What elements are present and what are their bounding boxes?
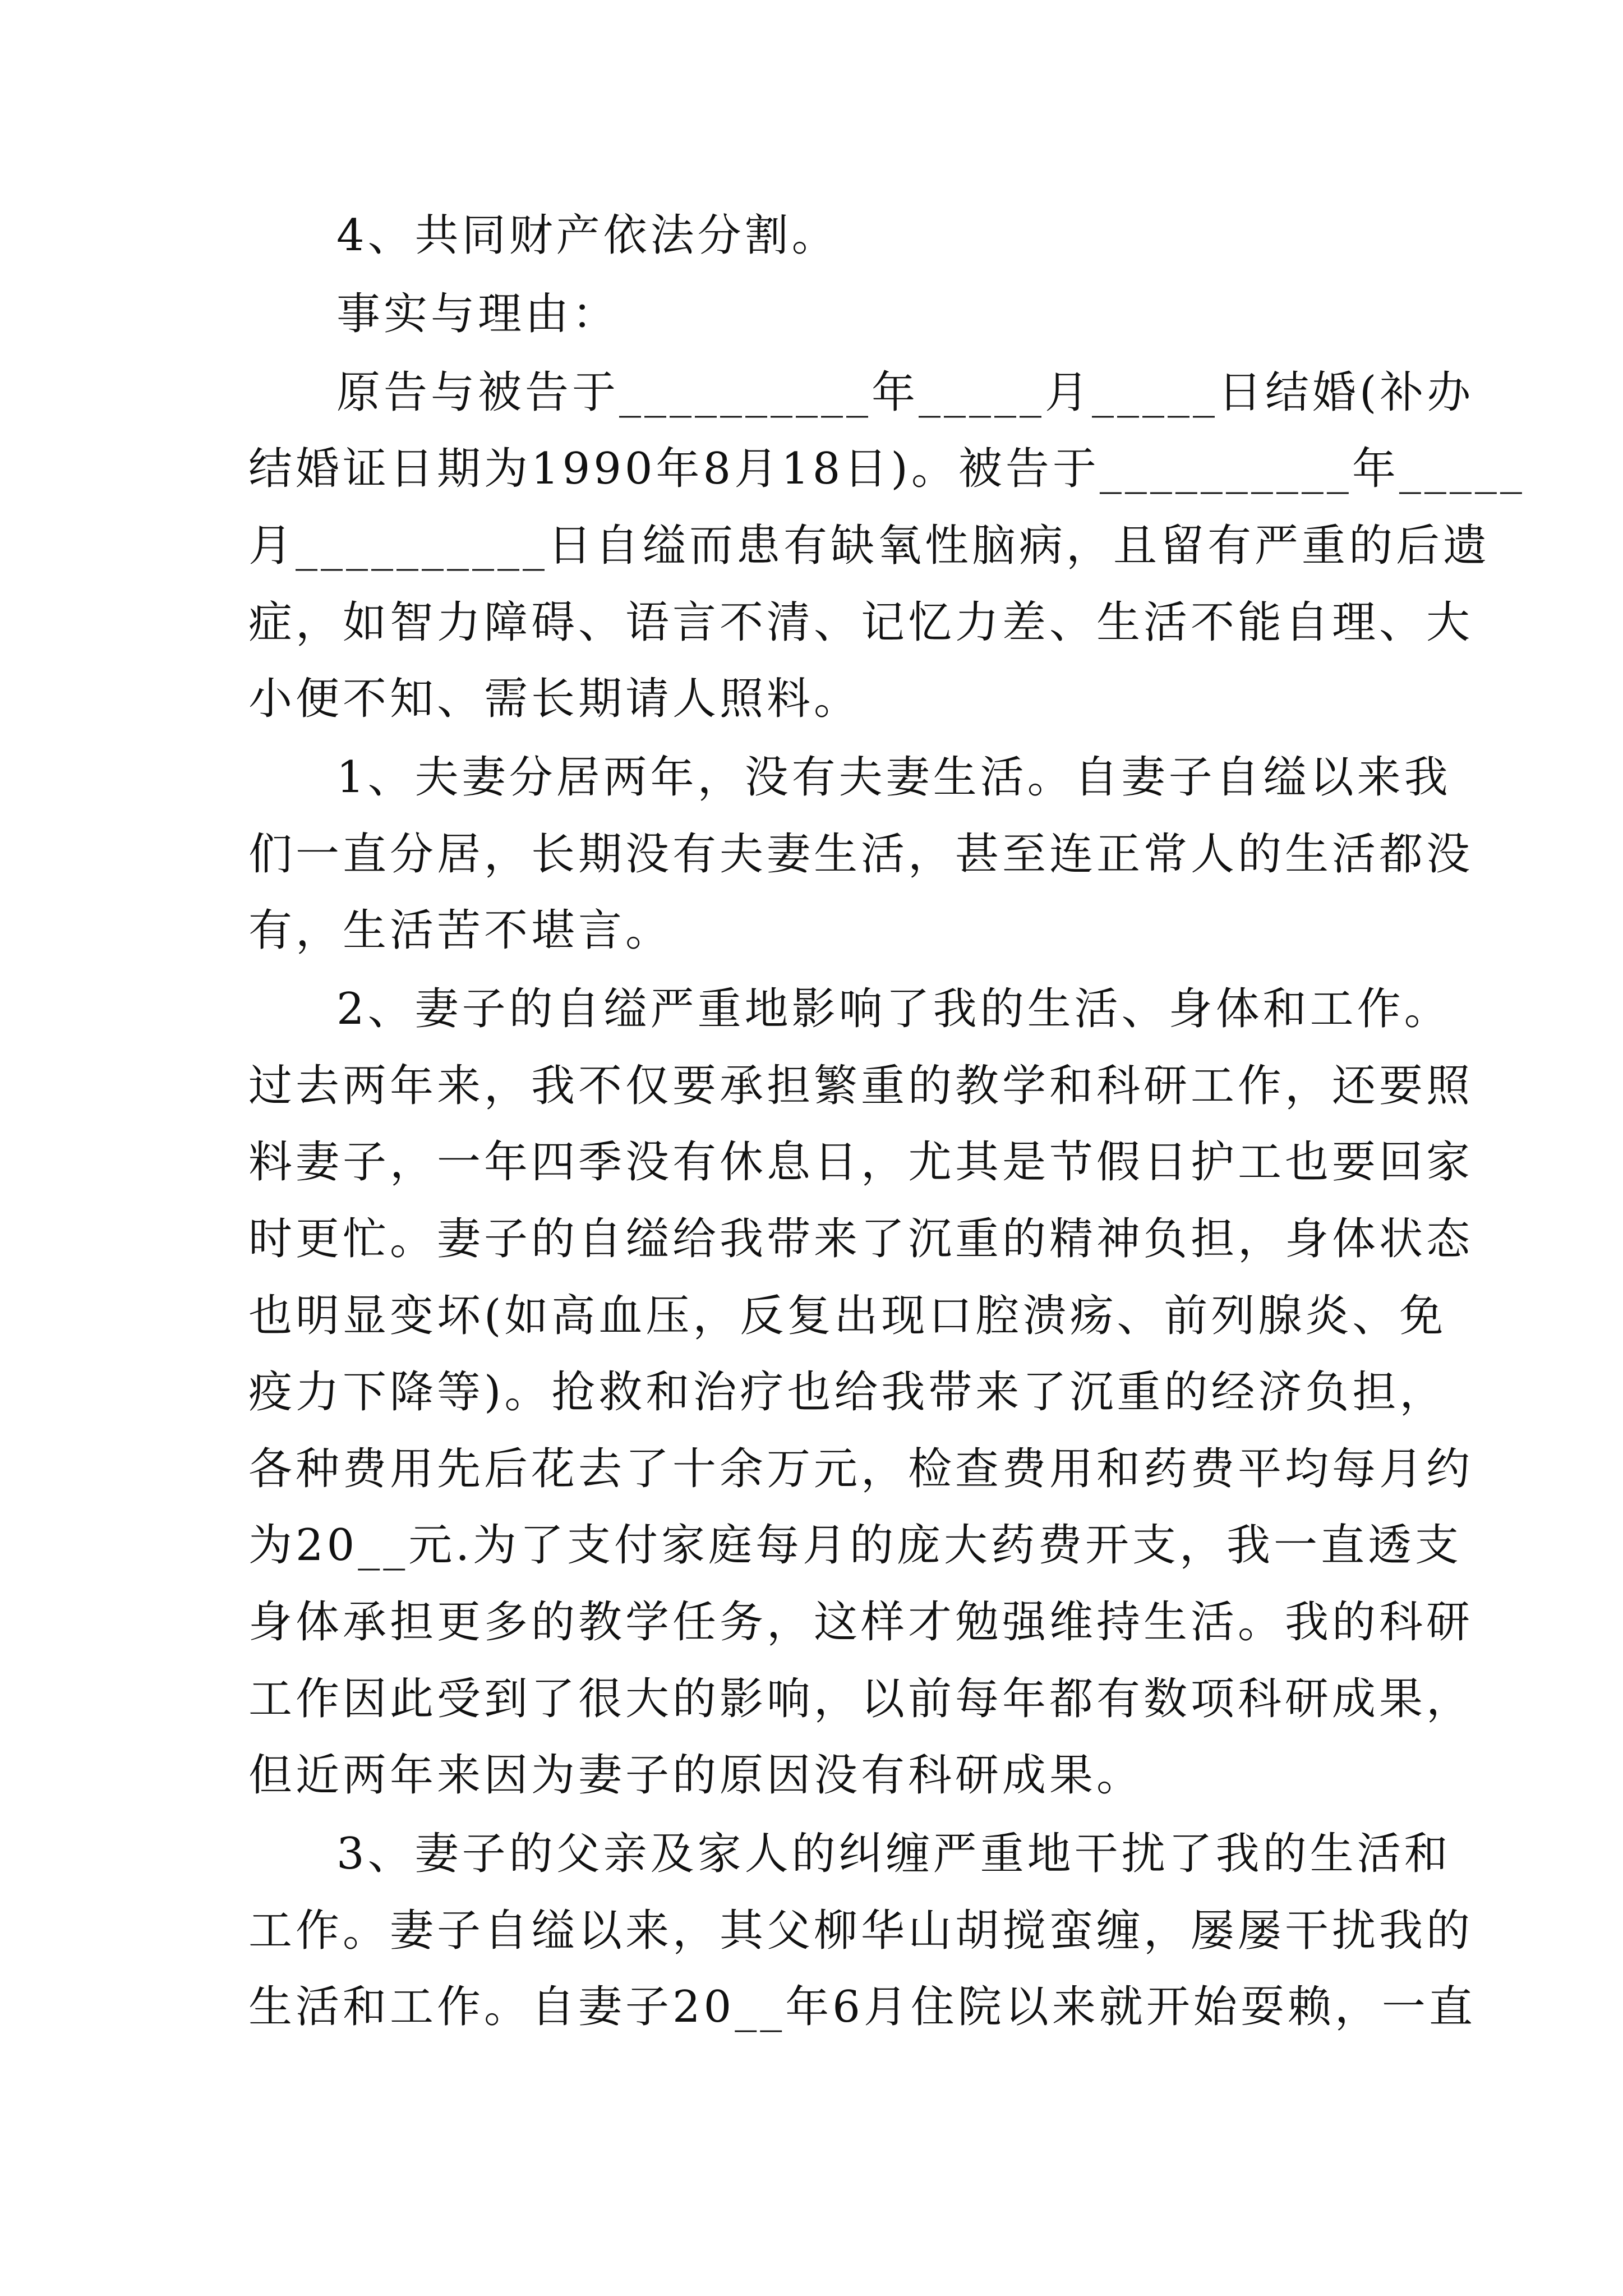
text-line: 小便不知、需长期请人照料。 bbox=[248, 674, 861, 724]
text-line: 4、共同财产依法分割。 bbox=[336, 210, 839, 261]
text-line: 原告与被告于__________年_____月_____日结婚(补办 bbox=[336, 367, 1474, 418]
text-line: 疫力下降等)。抢救和治疗也给我带来了沉重的经济负担， bbox=[248, 1367, 1447, 1418]
text-line: 们一直分居，长期没有夫妻生活，甚至连正常人的生活都没 bbox=[248, 829, 1474, 880]
text-line: 有，生活苦不堪言。 bbox=[248, 905, 673, 956]
text-line: 身体承担更多的教学任务，这样才勉强维持生活。我的科研 bbox=[248, 1597, 1474, 1648]
text-line: 3、妻子的父亲及家人的纠缠严重地干扰了我的生活和 bbox=[336, 1829, 1451, 1879]
text-line: 工作。妻子自缢以来，其父柳华山胡搅蛮缠，屡屡干扰我的 bbox=[248, 1906, 1474, 1956]
text-line: 结婚证日期为1990年8月18日)。被告于__________年_____ bbox=[248, 444, 1525, 494]
text-line: 各种费用先后花去了十余万元，检查费用和药费平均每月约 bbox=[248, 1444, 1474, 1494]
text-line: 2、妻子的自缢严重地影响了我的生活、身体和工作。 bbox=[336, 984, 1451, 1034]
text-line: 月__________日自缢而患有缺氧性脑病，且留有严重的后遗 bbox=[248, 521, 1491, 571]
text-line: 生活和工作。自妻子20__年6月住院以来就开始耍赖，一直 bbox=[248, 1982, 1476, 2032]
text-line: 过去两年来，我不仅要承担繁重的教学和科研工作，还要照 bbox=[248, 1061, 1474, 1111]
text-line: 时更忙。妻子的自缢给我带来了沉重的精神负担，身体状态 bbox=[248, 1214, 1474, 1264]
text-line: 工作因此受到了很大的影响，以前每年都有数项科研成果， bbox=[248, 1674, 1474, 1724]
text-line: 但近两年来因为妻子的原因没有科研成果。 bbox=[248, 1750, 1144, 1801]
text-line: 料妻子，一年四季没有休息日，尤其是节假日护工也要回家 bbox=[248, 1137, 1474, 1188]
text-line: 为20__元.为了支付家庭每月的庞大药费开支，我一直透支 bbox=[248, 1520, 1463, 1571]
text-line: 1、夫妻分居两年，没有夫妻生活。自妻子自缢以来我 bbox=[336, 752, 1451, 803]
text-line: 症，如智力障碍、语言不清、记忆力差、生活不能自理、大 bbox=[248, 597, 1474, 648]
text-line: 也明显变坏(如高血压，反复出现口腔溃疡、前列腺炎、免 bbox=[248, 1291, 1447, 1341]
section-heading: 事实与理由： bbox=[336, 289, 620, 339]
